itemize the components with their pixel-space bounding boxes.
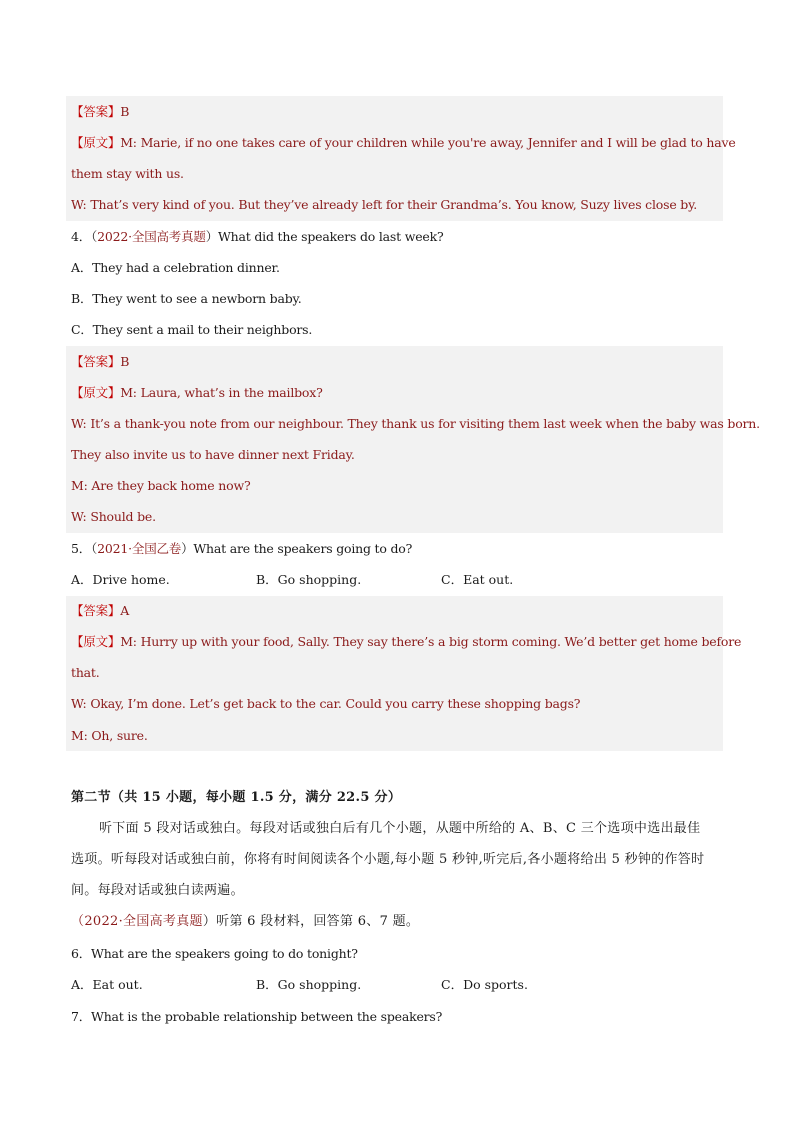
answer-value: B (120, 354, 130, 369)
answer-block-q4 (66, 346, 760, 533)
transcript-line: M: Are they back home now? (71, 478, 251, 493)
transcript-line: W: Should be. (71, 509, 156, 524)
answer-tag: 【答案】 (71, 354, 121, 369)
question-source: 2021·全国乙卷 (97, 541, 182, 556)
option-a: A．Eat out. (71, 977, 143, 992)
option-c: C．Do sports. (441, 977, 528, 992)
answer-line-q3 (71, 103, 721, 121)
answer-tag: 【答案】 (71, 603, 121, 618)
answer-line-q5 (71, 602, 721, 620)
option-a: A．They had a celebration dinner. (71, 260, 280, 275)
transcript-line: 【原文】M: Hurry up with your food, Sally. They say there’s a big storm coming. We’d better get home before (71, 634, 742, 649)
question-7: 7．What is the probable relationship between the speakers? (71, 1009, 443, 1024)
question-source: 2022·全国高考真题 (97, 229, 206, 244)
section-heading: 第二节（共 15 小题，每小题 1.5 分，满分 22.5 分） (71, 790, 402, 805)
transcript-line: They also invite us to have dinner next Friday. (71, 447, 355, 462)
transcript-line: them stay with us. (71, 166, 184, 181)
transcript-tag: 【原文】 (71, 634, 121, 649)
option-b: B．Go shopping. (256, 572, 362, 587)
transcript-line: W: That’s very kind of you. But they’ve already left for their Grandma’s. You know, Suzy lives close by. (71, 197, 698, 212)
transcript-line: M: Oh, sure. (71, 728, 148, 743)
question-4: 4．（2022·全国高考真题）What did the speakers do last week? (71, 229, 444, 244)
question-6: 6．What are the speakers going to do tonight? (71, 946, 358, 961)
answer-value: A (120, 603, 130, 618)
material-source-line: （2022·全国高考真题）听第 6 段材料，回答第 6、7 题。 (71, 914, 420, 929)
option-b: B．Go shopping. (256, 977, 362, 992)
instruction-line: 听下面 5 段对话或独白。每段对话或独白后有几个小题，从题中所给的 A、B、C 三个选项中选出最佳 (99, 821, 701, 836)
option-a: A．Drive home. (71, 572, 170, 587)
answer-tag: 【答案】 (71, 104, 121, 119)
answer-line-q4 (71, 353, 721, 371)
question-5: 5．（2021·全国乙卷）What are the speakers going to do? (71, 541, 413, 556)
question-source: 2022·全国高考真题 (84, 914, 203, 929)
option-c: C．Eat out. (441, 572, 514, 587)
answer-value: B (120, 104, 130, 119)
option-b: B．They went to see a newborn baby. (71, 291, 302, 306)
transcript-line: W: It’s a thank-you note from our neighbour. They thank us for visiting them last week when the baby was born. (71, 416, 760, 431)
transcript-line: 【原文】M: Marie, if no one takes care of your children while you're away, Jennifer and I will be glad to have (71, 135, 736, 150)
transcript-tag: 【原文】 (71, 135, 121, 150)
transcript-line: W: Okay, I’m done. Let’s get back to the car. Could you carry these shopping bags? (71, 696, 581, 711)
instruction-line: 选项。听每段对话或独白前，你将有时间阅读各个小题,每小题 5 秒钟,听完后,各小题将给出 5 秒钟的作答时 (71, 852, 705, 867)
transcript-line: that. (71, 665, 100, 680)
transcript-tag: 【原文】 (71, 385, 121, 400)
option-c: C．They sent a mail to their neighbors. (71, 322, 313, 337)
instruction-line: 间。每段对话或独白读两遍。 (71, 883, 244, 898)
transcript-line: 【原文】M: Laura, what’s in the mailbox? (71, 385, 323, 400)
